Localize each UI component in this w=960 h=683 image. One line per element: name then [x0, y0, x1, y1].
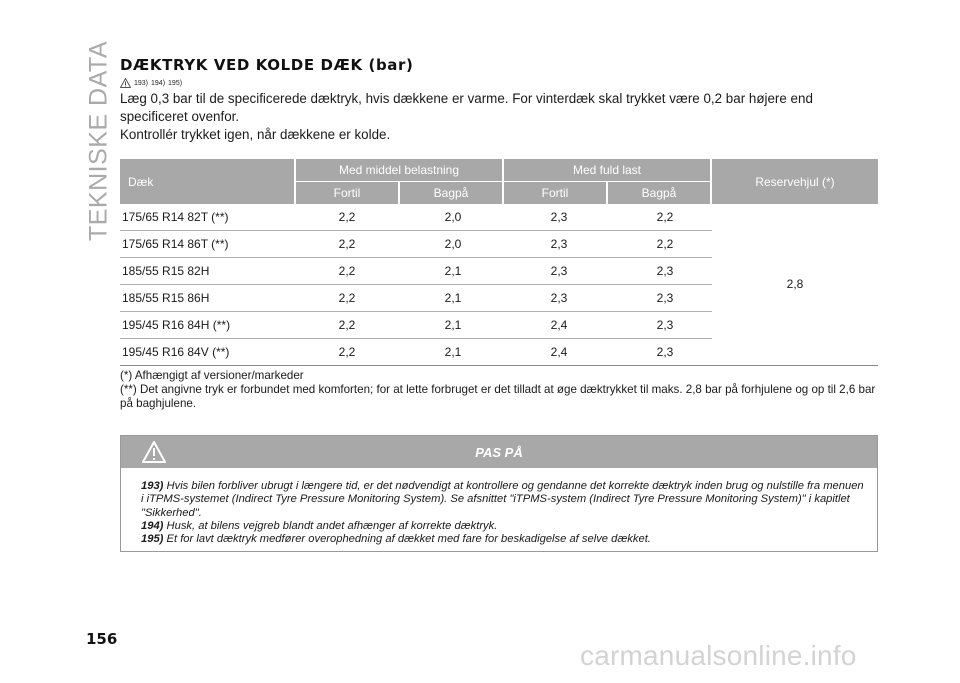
tire-pressure-table — [120, 159, 878, 359]
header-front: Fortil — [296, 182, 398, 204]
warning-item — [141, 533, 869, 546]
warning-item-text: Et for lavt dæktryk medfører overophedning af dækket med fare for beskadigelse af selve dækket. — [166, 533, 651, 546]
warning-body — [141, 480, 869, 546]
warning-references — [120, 76, 182, 90]
intro-text — [120, 90, 880, 144]
header-full-load: Med fuld last — [504, 159, 710, 181]
warning-ref[interactable]: 194) — [151, 79, 166, 87]
table-row — [120, 339, 718, 365]
warning-item — [141, 520, 869, 533]
pressure-value: 2,2 — [656, 237, 674, 251]
header-rear: Bagpå — [400, 182, 502, 204]
table-row — [120, 285, 718, 311]
reserve-wheel-value: 2,8 — [786, 277, 804, 291]
footnote: (**) Det angivne tryk er forbundet med komforten; for at lette forbruget er det tilladt at øge dæktrykket til maks. 2,8 bar på forhjulene og op til 2,6 bar på baghjulene. — [120, 383, 876, 410]
table-bottom-border — [120, 365, 878, 366]
intro-paragraph: Kontrollér trykket igen, når dækkene er kolde. — [120, 127, 391, 142]
warning-item-text: Husk, at bilens vejgreb blandt andet afhænger af korrekte dæktryk. — [166, 519, 498, 532]
warning-item-number: 195) — [141, 533, 164, 546]
pressure-value: 2,2 — [338, 210, 356, 224]
tire-size: 185/55 R15 86H — [122, 291, 210, 305]
pressure-value: 2,2 — [338, 264, 356, 278]
pressure-value: 2,1 — [444, 318, 462, 332]
table-footnotes — [120, 369, 880, 411]
tire-size: 185/55 R15 82H — [122, 264, 210, 278]
warning-item-text: Hvis bilen forbliver ubrugt i længere tid, er det nødvendigt at kontrollere og gendanne det korrekte dæktryk inden brug og nulstille fra menuen i iTPMS-systemet (Indirect Tyre Pressure Monitoring System). Se afsnittet "iTPMS-system (Indirect Tyre Pressure Monitoring System)" i kapitlet "Sikkerhed". — [141, 480, 864, 519]
pressure-value: 2,3 — [550, 291, 568, 305]
warning-title: PAS PÅ — [475, 444, 523, 460]
pressure-value: 2,0 — [444, 210, 462, 224]
watermark: carmanualsonline.info — [580, 640, 857, 671]
page-heading: DÆKTRYK VED KOLDE DÆK (bar) — [120, 56, 414, 74]
pressure-value: 2,3 — [656, 264, 674, 278]
warning-header — [121, 436, 877, 468]
pressure-value: 2,3 — [550, 237, 568, 251]
section-side-title: TEKNISKE DATA — [84, 40, 113, 242]
footnote: (*) Afhængigt af versioner/markeder — [120, 369, 304, 382]
pressure-value: 2,2 — [338, 318, 356, 332]
pressure-value: 2,2 — [338, 291, 356, 305]
table-header — [120, 159, 878, 204]
tire-size: 195/45 R16 84H (**) — [122, 318, 231, 332]
pressure-value: 2,2 — [656, 210, 674, 224]
warning-ref[interactable]: 195) — [168, 79, 183, 87]
table-row — [120, 204, 718, 230]
table-row — [120, 258, 718, 284]
pressure-value: 2,0 — [444, 237, 462, 251]
warning-ref[interactable]: 193) — [134, 79, 149, 87]
pressure-value: 2,2 — [338, 345, 356, 359]
warning-item — [141, 480, 869, 520]
pressure-value: 2,1 — [444, 264, 462, 278]
pressure-value: 2,2 — [338, 237, 356, 251]
pressure-value: 2,4 — [550, 345, 568, 359]
pressure-value: 2,1 — [444, 345, 462, 359]
header-front: Fortil — [504, 182, 606, 204]
pressure-value: 2,3 — [656, 291, 674, 305]
warning-item-number: 193) — [141, 480, 164, 492]
table-row — [120, 312, 718, 338]
header-rear: Bagpå — [608, 182, 710, 204]
tire-size: 175/65 R14 82T (**) — [122, 210, 229, 224]
pressure-value: 2,3 — [656, 345, 674, 359]
pressure-value: 2,3 — [550, 210, 568, 224]
pressure-value: 2,3 — [550, 264, 568, 278]
pressure-value: 2,3 — [656, 318, 674, 332]
page-number: 156 — [86, 630, 118, 648]
pressure-value: 2,1 — [444, 291, 462, 305]
header-tire: Dæk — [120, 159, 294, 204]
pressure-value: 2,4 — [550, 318, 568, 332]
warning-box — [120, 435, 878, 552]
intro-paragraph: Læg 0,3 bar til de specificerede dæktryk, hvis dækkene er varme. For vinterdæk skal trykket være 0,2 bar højere end specificeret ovenfor. — [120, 91, 813, 124]
header-reserve-wheel: Reservehjul (*) — [712, 159, 878, 204]
header-medium-load: Med middel belastning — [296, 159, 502, 181]
warning-triangle-icon — [120, 78, 131, 88]
tire-size: 195/45 R16 84V (**) — [122, 345, 230, 359]
table-row — [120, 231, 718, 257]
tire-size: 175/65 R14 86T (**) — [122, 237, 229, 251]
warning-item-number: 194) — [141, 519, 164, 532]
